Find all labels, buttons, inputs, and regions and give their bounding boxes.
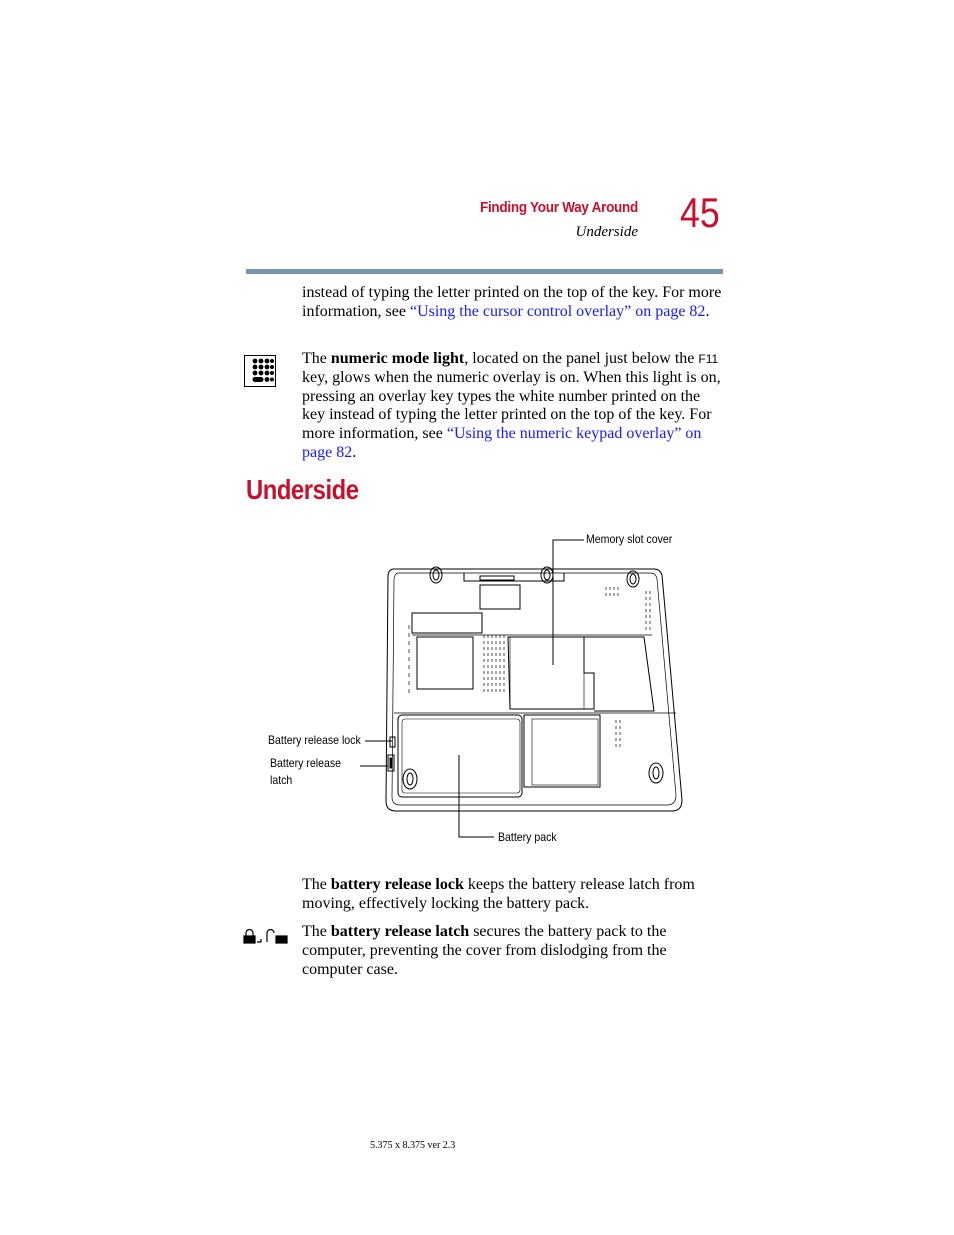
paragraph-battery-release-latch bbox=[302, 923, 722, 979]
paragraph-lead: The bbox=[302, 350, 331, 367]
callout-leader-lines bbox=[360, 535, 590, 850]
callout-battery-release-lock: Battery release lock bbox=[268, 733, 361, 747]
section-title: Underside bbox=[246, 474, 359, 505]
callout-battery-pack: Battery pack bbox=[498, 830, 557, 844]
callout-memory-slot-cover: Memory slot cover bbox=[586, 532, 673, 546]
callout-battery-release-latch-line1: Battery release bbox=[270, 756, 342, 770]
lock-unlock-icon bbox=[243, 928, 289, 949]
paragraph-cursor-overlay bbox=[302, 284, 722, 322]
paragraph-battery-release-lock bbox=[302, 876, 722, 914]
link-cursor-control-overlay[interactable]: “Using the cursor control overlay” on page 82 bbox=[409, 302, 706, 320]
link-numeric-keypad-overlay[interactable]: “Using the numeric keypad overlay” on page 82 bbox=[302, 425, 702, 461]
running-header-subsection: Underside bbox=[575, 224, 638, 240]
callout-battery-release-latch-line2: latch bbox=[270, 773, 293, 787]
paragraph-end: . bbox=[352, 443, 357, 461]
paragraph-numeric-mode-light bbox=[302, 350, 722, 463]
paragraph-lead: The bbox=[302, 876, 331, 893]
key-name-f11: F11 bbox=[698, 352, 719, 366]
page-footer: 5.375 x 8.375 ver 2.3 bbox=[370, 1140, 456, 1151]
paragraph-text: key, glows when the numeric overlay is on. When this light is on, pressing an overlay key types the white number printed on the key instead of typing the letter printed on the top of the key. For more information, see bbox=[302, 368, 721, 443]
paragraph-lead: The bbox=[302, 923, 331, 940]
paragraph-text: instead of typing the letter printed on the top of the key. For more information, see bbox=[302, 284, 722, 320]
paragraph-text: keeps the battery release latch from moving, effectively locking the battery pack. bbox=[302, 876, 695, 912]
running-header-section: Finding Your Way Around bbox=[479, 199, 638, 216]
header-rule bbox=[246, 269, 723, 274]
paragraph-text: , located on the panel just below the bbox=[464, 350, 699, 367]
numeric-keypad-icon bbox=[244, 355, 276, 392]
term-battery-release-lock: battery release lock bbox=[330, 876, 464, 893]
term-battery-release-latch: battery release latch bbox=[330, 923, 470, 940]
page-number: 45 bbox=[680, 189, 720, 236]
paragraph-text: secures the battery pack to the computer, preventing the cover from dislodging from the computer case. bbox=[302, 923, 667, 978]
paragraph-end: . bbox=[705, 302, 710, 320]
term-numeric-mode-light: numeric mode light bbox=[330, 350, 465, 367]
